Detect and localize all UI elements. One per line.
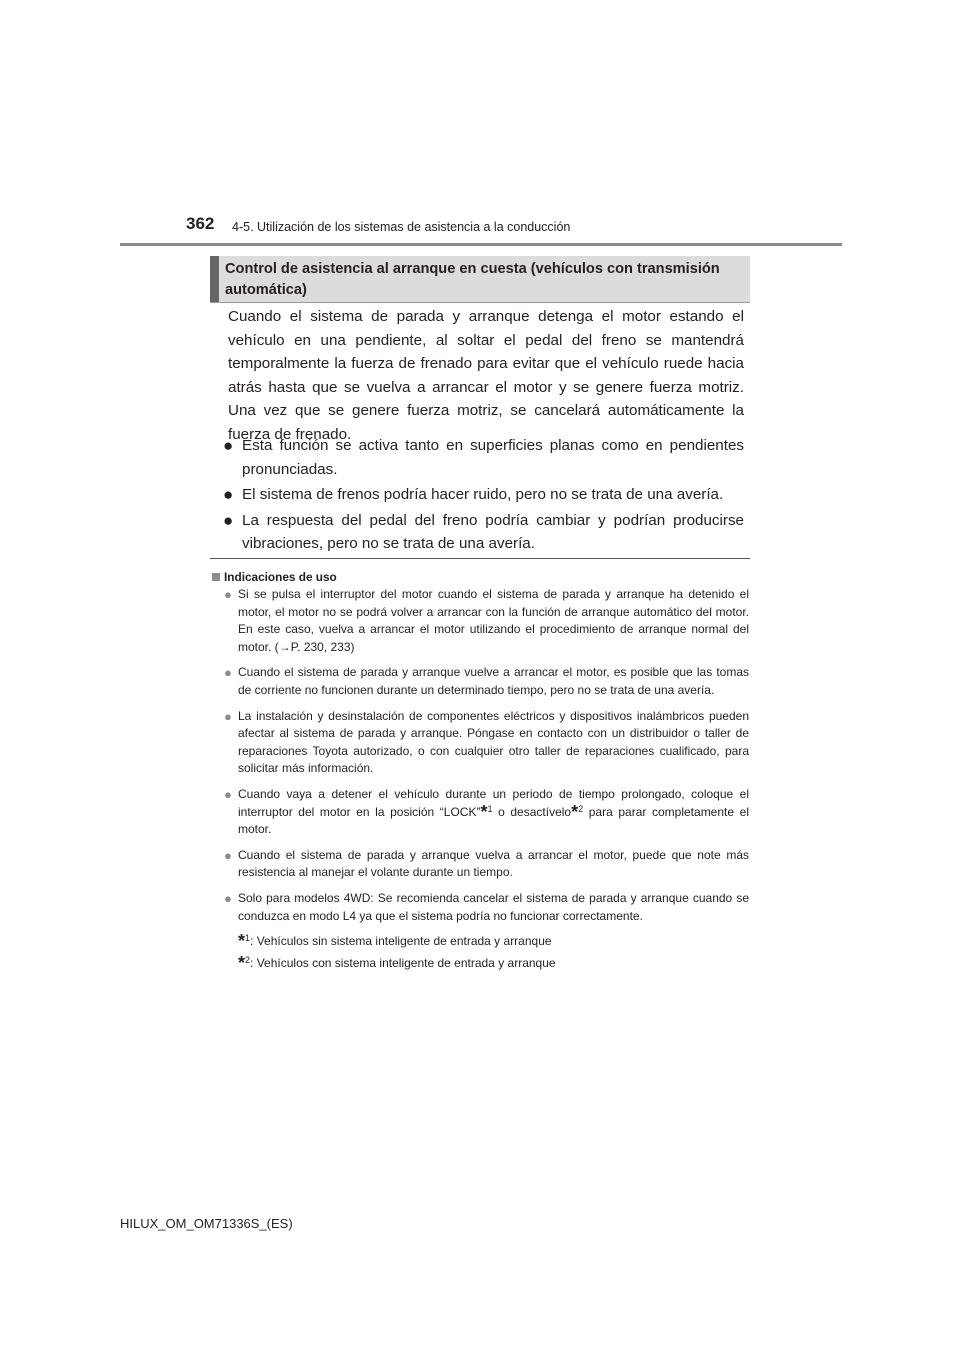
note-text: Cuando el sistema de parada y arranque vuelve a arrancar el motor, es posible que las tomas de corriente no funcionen durante un determinado tiempo, pero no se trata de una avería. [238, 665, 749, 697]
footnote-number: 1 [245, 933, 251, 944]
section-accent-bar [210, 256, 219, 302]
footnote-number: 2 [578, 803, 584, 814]
list-item [224, 786, 749, 839]
section-bullet-list [222, 434, 744, 558]
footnote [224, 953, 749, 973]
list-item [224, 847, 749, 882]
note-text: o desactívelo [492, 804, 572, 819]
page-reference: P. 230, 233) [290, 639, 355, 654]
footnote [224, 931, 749, 951]
footnote-star: * [238, 931, 246, 952]
footnote-text: : Vehículos sin sistema inteligente de entrada y arranque [250, 934, 552, 949]
section-title: Control de asistencia al arranque en cuesta (vehículos con transmisión automática) [225, 261, 720, 298]
square-bullet-icon [212, 573, 220, 581]
note-text: Solo para modelos 4WD: Se recomienda cancelar el sistema de parada y arranque cuando se conduzca en modo L4 ya que el sistema podría no funcionar correctamente. [238, 890, 749, 923]
arrow-right-icon: → [278, 639, 291, 654]
bullet-icon: ● [223, 485, 234, 504]
section-divider [210, 558, 750, 559]
list-item [224, 586, 749, 656]
note-bullet-icon: ● [224, 708, 232, 724]
list-item [224, 708, 749, 778]
document-id: HILUX_OM_OM71336S_(ES) [120, 1216, 293, 1231]
header-rule [120, 243, 842, 246]
list-item [222, 483, 744, 507]
note-text: Si se pulsa el interruptor del motor cuando el sistema de parada y arranque ha detenido el motor, el motor no se podrá volver a arrancar con la función de arranque automático del motor. En este caso, vuelva a arrancar el motor utilizando el procedimiento de arranque normal del motor. ( [238, 587, 749, 654]
bullet-text: La respuesta del pedal del freno podría cambiar y podrían producirse vibraciones, pero no se trata de una avería. [242, 511, 744, 552]
footnote-text: : Vehículos con sistema inteligente de entrada y arranque [250, 956, 556, 971]
list-item [224, 890, 749, 925]
bullet-icon: ● [223, 510, 234, 530]
footnote-star: * [480, 801, 488, 822]
list-item [224, 664, 749, 699]
note-bullet-icon: ● [224, 587, 232, 602]
page-number: 362 [186, 214, 215, 233]
footnote-number: 1 [487, 803, 493, 814]
note-bullet-icon: ● [224, 786, 232, 802]
bullet-text: Esta función se activa tanto en superficies planas como en pendientes pronunciadas. [242, 437, 744, 478]
section-header [210, 256, 750, 303]
list-item [222, 509, 744, 556]
notes-heading-text: Indicaciones de uso [224, 570, 337, 584]
note-text: Cuando vaya a detener el vehículo durante un periodo de tiempo prolongado, coloque el interruptor del motor en la posición “LOCK” [238, 786, 749, 819]
notes-heading [212, 570, 337, 584]
footnote-star: * [238, 953, 246, 974]
note-text: para parar completamente el motor. [238, 804, 749, 837]
footnote-star: * [571, 801, 579, 822]
bullet-icon: ● [223, 436, 234, 455]
section-paragraph: Cuando el sistema de parada y arranque detenga el motor estando el vehículo en una pendiente, al soltar el pedal del freno se mantendrá temporalmente la fuerza de frenado para evitar que el vehículo ruede hacia atrás hasta que se vuelva a arrancar el motor y se genere fuerza motriz. Una vez que se genere fuerza motriz, se cancelará automáticamente la fuerza de frenado. [228, 308, 744, 443]
footnote-number: 2 [245, 955, 251, 966]
note-bullet-icon: ● [224, 847, 232, 863]
note-text: Cuando el sistema de parada y arranque vuelva a arrancar el motor, puede que note más resistencia al manejar el volante durante un tiempo. [238, 847, 749, 880]
chapter-title: 4-5. Utilización de los sistemas de asistencia a la conducción [232, 220, 571, 234]
bullet-text: El sistema de frenos podría hacer ruido, pero no se trata de una avería. [242, 486, 724, 503]
list-item [222, 434, 744, 481]
note-text: La instalación y desinstalación de componentes eléctricos y dispositivos inalámbricos pueden afectar al sistema de parada y arranque. Póngase en contacto con un distribuidor o taller de reparaciones Toyota autorizado, o con cualquier otro taller de reparaciones cualificado, para solicitar más información. [238, 708, 749, 776]
note-bullet-icon: ● [224, 890, 232, 906]
notes-list [224, 586, 749, 977]
note-bullet-icon: ● [224, 665, 232, 681]
